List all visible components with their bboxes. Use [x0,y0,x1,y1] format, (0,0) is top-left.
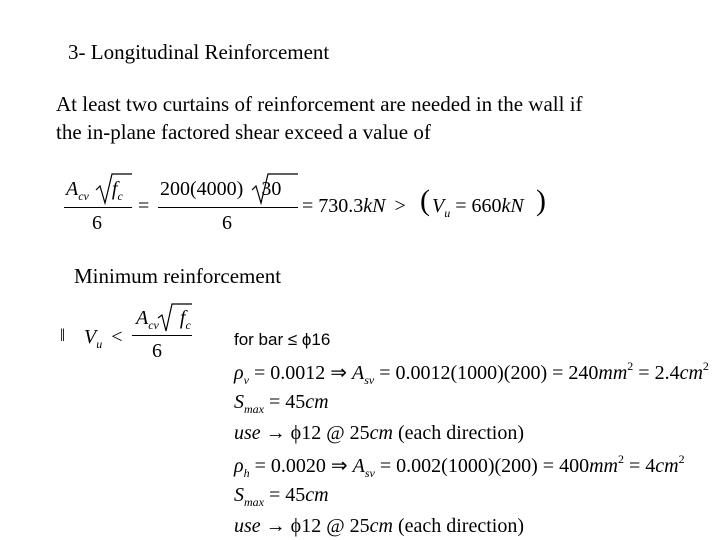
step-use-2: use → ϕ12 @ 25cm (each direction) [234,515,524,537]
step-smax-2: $S_{max} = 45cm$ [234,484,329,509]
frac1-numerator: $A_{cv}$ $f_c$ [66,178,123,203]
condition-vu: $V_u$ < [84,326,123,351]
bullet-marker: ǁ [60,325,66,345]
step-bar-condition: for bar ≤ ϕ16 [234,330,331,349]
subheading: Minimum reinforcement [74,264,282,288]
close-paren: ) [536,184,546,217]
step-use-1: use → ϕ12 @ 25cm (each direction) [234,422,524,444]
result-value: = 730.3kN > [302,195,406,217]
section-heading: 3- Longitudinal Reinforcement [68,40,330,64]
intro-line-2: the in-plane factored shear exceed a value of [56,120,431,144]
open-paren: ( [420,184,430,217]
equals-1: = [138,195,150,217]
vu-comparison: $V_u = 660kN$ [432,195,524,220]
frac2-denominator: 6 [222,212,232,234]
frac2-numerator: 200(4000) 30 [160,178,282,200]
condition-numerator: $A_{cv}$ $f_c$ [136,307,191,332]
frac1-denominator: 6 [92,212,102,234]
condition-denominator: 6 [152,340,162,362]
step-smax-1: $S_{max} = 45cm$ [234,391,329,416]
step-rho-v: $\rho_v = 0.0012$ ⇒ $A_{sv} = 0.0012(1000)(200) = 240mm^2 = 2.4cm^2$ [234,359,709,387]
intro-line-1: At least two curtains of reinforcement are needed in the wall if [56,92,583,116]
step-rho-h: $\rho_h = 0.0020$ ⇒ $A_{sv} = 0.002(1000)(200) = 400mm^2 = 4cm^2$ [234,452,685,480]
